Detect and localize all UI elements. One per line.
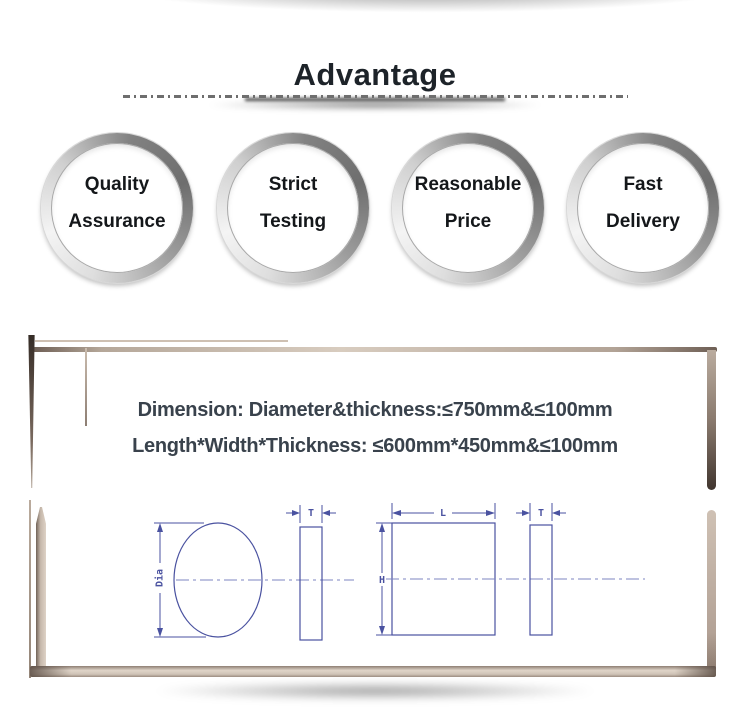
advantage-badge-price	[392, 133, 544, 283]
advantage-badge-delivery	[567, 133, 719, 283]
badge-label-line1: Reasonable	[414, 174, 522, 195]
frame-right-bottom-bar	[707, 510, 716, 673]
frame-left-thin-line	[29, 500, 31, 678]
badge-label-line2: Delivery	[606, 211, 680, 232]
badge-label-line1: Quality	[84, 174, 150, 195]
badge-face	[577, 143, 709, 273]
frame-bottom-bar	[30, 666, 716, 677]
frame-bottom-shadow	[90, 679, 660, 703]
badge-label-line1: Strict	[268, 174, 318, 195]
badge-label-line1: Fast	[623, 174, 663, 195]
disc-thickness-label: T	[307, 508, 315, 519]
badge-label-line2: Price	[444, 211, 492, 232]
badge-label-line2: Assurance	[68, 211, 166, 232]
frame-left-inner-bar	[36, 507, 46, 674]
frame-top-thin-line	[35, 340, 288, 342]
disc-front-view	[154, 523, 355, 637]
advantage-badge-quality	[41, 133, 193, 283]
page-title: Advantage	[293, 56, 457, 92]
badge-face	[51, 143, 183, 273]
plate-height-label: H	[378, 575, 386, 586]
disc-side-outline	[300, 527, 322, 640]
dimension-diagram	[140, 485, 670, 655]
disc-diameter-label: Dia	[154, 568, 166, 588]
plate-thickness-label: T	[537, 508, 545, 519]
badge-face	[227, 143, 359, 273]
disc-side-view	[286, 505, 336, 640]
plate-side-outline	[530, 525, 552, 635]
plate-front-view	[376, 503, 645, 635]
spec-text-line1: Dimension: Diameter&thickness:≤750mm&≤100mm	[137, 399, 613, 421]
spec-text-line2: Length*Width*Thickness: ≤600mm*450mm&≤100mm	[132, 435, 618, 457]
plate-side-view	[516, 503, 566, 635]
advantage-badge-testing	[217, 133, 369, 283]
spec-text-block	[0, 392, 750, 464]
divider-shadow-core	[245, 98, 505, 101]
plate-length-label: L	[439, 508, 447, 519]
top-section-shadow	[0, 0, 750, 30]
section-divider	[123, 95, 628, 98]
frame-top-bar	[33, 347, 717, 352]
badge-face	[402, 143, 534, 273]
badge-label-line2: Testing	[259, 211, 327, 232]
